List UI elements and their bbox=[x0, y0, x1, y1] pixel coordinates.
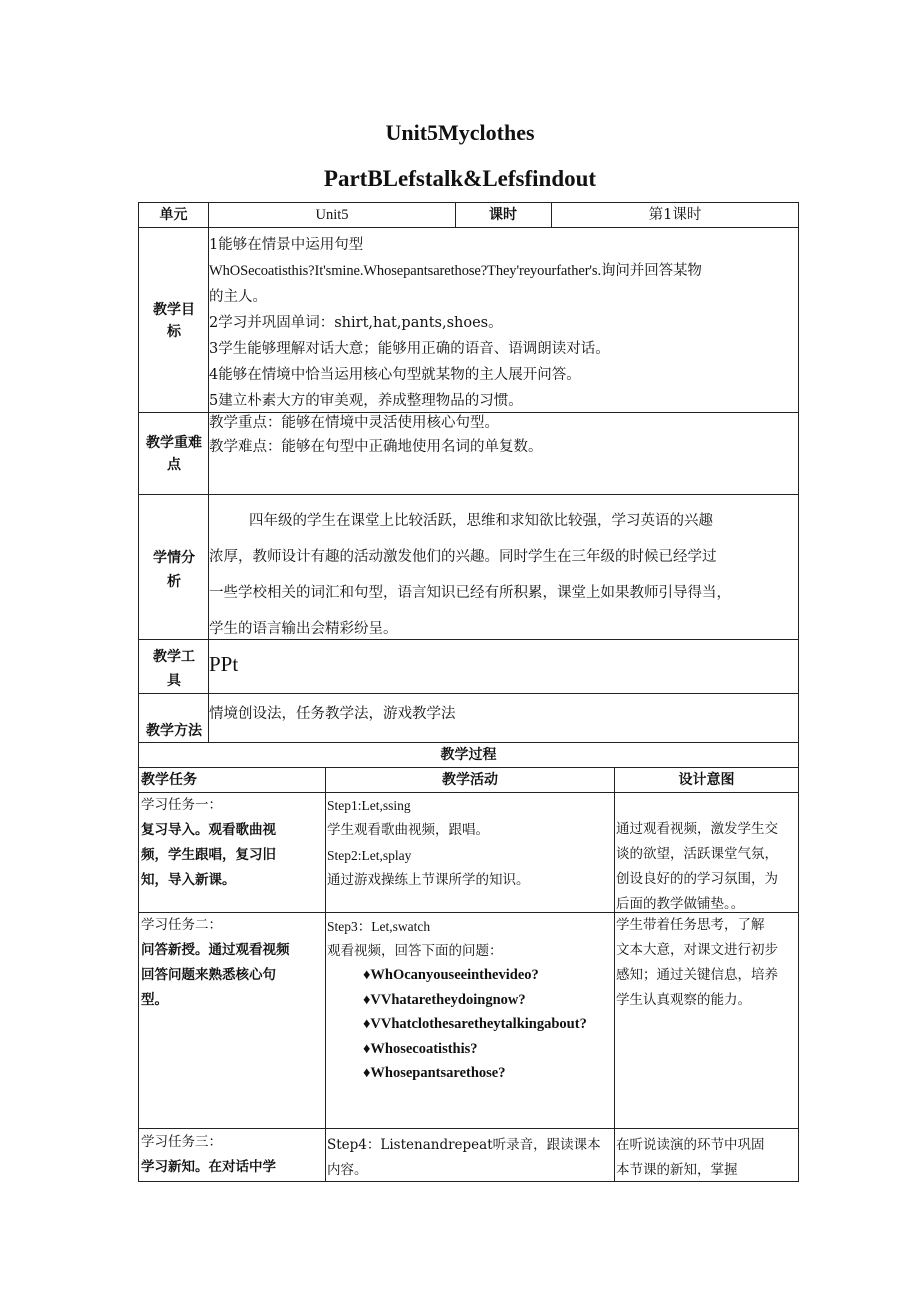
analysis-line: 学生的语言输出会精彩纷呈。 bbox=[209, 621, 398, 637]
activity-line: 观看视频，回答下面的问题： bbox=[327, 943, 503, 959]
intent-line: 感知；通过关键信息，培养 bbox=[616, 967, 778, 983]
intent-line: 通过观看视频，激发学生交 bbox=[616, 821, 778, 837]
analysis-label: 学情分析 bbox=[153, 550, 195, 590]
process-heading: 教学过程 bbox=[440, 747, 497, 763]
task-cell bbox=[141, 793, 325, 893]
objective-line: 2学习并巩固单词：shirt,hat,pants,shoes。 bbox=[209, 315, 503, 331]
task-title: 学习任务二： bbox=[141, 917, 222, 933]
intent-cell bbox=[616, 1133, 798, 1183]
intent-line: 创设良好的的学习氛围，为 bbox=[616, 871, 778, 887]
intent-line: 文本大意，对课文进行初步 bbox=[616, 942, 778, 958]
methods-label: 教学方法 bbox=[146, 723, 202, 739]
activity-line: 通过游戏操练上节课所学的知识。 bbox=[327, 872, 530, 888]
objective-line: 5建立朴素大方的审美观，养成整理物品的习惯。 bbox=[209, 393, 523, 409]
task-line: 回答问题来熟悉核心句 bbox=[141, 967, 276, 983]
intent-cell bbox=[616, 913, 798, 1013]
activity-cell bbox=[327, 1133, 613, 1183]
task-line: 知，导入新课。 bbox=[141, 872, 236, 888]
analysis-line: 四年级的学生在课堂上比较活跃，思维和求知欲比较强，学习英语的兴趣 bbox=[249, 513, 713, 529]
column-header-activity: 教学活动 bbox=[442, 772, 498, 788]
question-bullet: ♦WhOcanyouseeinthevideo? bbox=[363, 967, 539, 983]
intent-line: 学生带着任务思考，了解 bbox=[616, 917, 765, 933]
task-line: 复习导入。观看歌曲视 bbox=[141, 822, 276, 838]
objective-line: 4能够在情境中恰当运用核心句型就某物的主人展开问答。 bbox=[209, 367, 581, 383]
objectives-label: 教学目标 bbox=[153, 302, 195, 340]
activity-line: Step3：Let,swatch bbox=[327, 919, 431, 934]
document-title: Unit5Myclothes bbox=[385, 120, 535, 145]
key-point-line: 教学难点：能够在句型中正确地使用名词的单复数。 bbox=[209, 439, 543, 455]
task-line: 频，学生跟唱，复习旧 bbox=[141, 847, 276, 863]
intent-line: 后面的教学做铺垫。。 bbox=[616, 896, 745, 912]
document-subtitle: PartBLefstalk&Lefsfindout bbox=[323, 166, 597, 191]
question-bullet: ♦VVhatclothesaretheytalkingabout? bbox=[363, 1016, 587, 1032]
intent-line: 本节课的新知，掌握 bbox=[616, 1162, 738, 1178]
objectives-content bbox=[209, 232, 801, 414]
analysis-line: 浓厚，教师设计有趣的活动激发他们的兴趣。同时学生在三年级的时候已经学过 bbox=[209, 549, 717, 565]
column-header-intent: 设计意图 bbox=[678, 772, 735, 788]
activity-line: Step4：Listenandrepeat听录音，跟读课本 bbox=[327, 1137, 601, 1153]
objective-line: 的主人。 bbox=[209, 289, 267, 305]
question-bullet: ♦Whosecoatisthis? bbox=[363, 1040, 478, 1057]
activity-line: 内容。 bbox=[327, 1162, 368, 1178]
unit-label: 单元 bbox=[159, 207, 188, 223]
objective-line: WhOSecoatisthis?It'smine.Whosepantsarethose?They'reyourfather's.询问并回答某物 bbox=[209, 263, 702, 279]
task-cell bbox=[141, 1130, 325, 1180]
key-points-label: 教学重难点 bbox=[146, 435, 202, 473]
activity-line: 学生观看歌曲视频，跟唱。 bbox=[327, 822, 489, 838]
intent-line: 在听说读演的环节中巩固 bbox=[616, 1137, 765, 1153]
intent-cell bbox=[616, 817, 798, 917]
activity-line: Step1:Let,ssing bbox=[327, 798, 411, 813]
methods-value: 情境创设法，任务教学法，游戏教学法 bbox=[209, 706, 456, 722]
task-line: 学习新知。在对话中学 bbox=[141, 1159, 276, 1175]
key-points-content bbox=[209, 411, 797, 459]
task-title: 学习任务三： bbox=[141, 1134, 222, 1150]
task-title: 学习任务一： bbox=[141, 797, 222, 813]
task-line: 型。 bbox=[141, 992, 168, 1008]
activity-cell bbox=[327, 915, 613, 1086]
tools-value: PPt bbox=[209, 652, 239, 676]
objective-line: 1能够在情景中运用句型 bbox=[209, 237, 364, 253]
task-cell bbox=[141, 913, 325, 1013]
period-label: 课时 bbox=[489, 207, 517, 223]
question-bullet: ♦Whosepantsarethose? bbox=[363, 1065, 506, 1081]
activity-line: Step2:Let,splay bbox=[327, 848, 412, 863]
objective-line: 3学生能够理解对话大意；能够用正确的语音、语调朗读对话。 bbox=[209, 341, 610, 357]
unit-value: Unit5 bbox=[315, 207, 349, 223]
intent-line: 学生认真观察的能力。 bbox=[616, 992, 751, 1008]
activity-cell bbox=[327, 793, 613, 893]
analysis-content bbox=[209, 503, 801, 647]
analysis-line: 一些学校相关的词汇和句型，语言知识已经有所积累，课堂上如果教师引导得当， bbox=[209, 585, 731, 601]
column-header-task: 教学任务 bbox=[141, 772, 197, 788]
intent-line: 谈的欲望，活跃课堂气氛， bbox=[616, 846, 778, 862]
task-line: 问答新授。通过观看视频 bbox=[141, 942, 290, 958]
tools-label: 教学工具 bbox=[153, 649, 195, 689]
period-value: 第1课时 bbox=[648, 207, 702, 223]
question-bullet: ♦VVhataretheydoingnow? bbox=[363, 991, 526, 1008]
lesson-plan-table bbox=[138, 202, 799, 1182]
key-point-line: 教学重点：能够在情境中灵活使用核心句型。 bbox=[209, 415, 499, 431]
